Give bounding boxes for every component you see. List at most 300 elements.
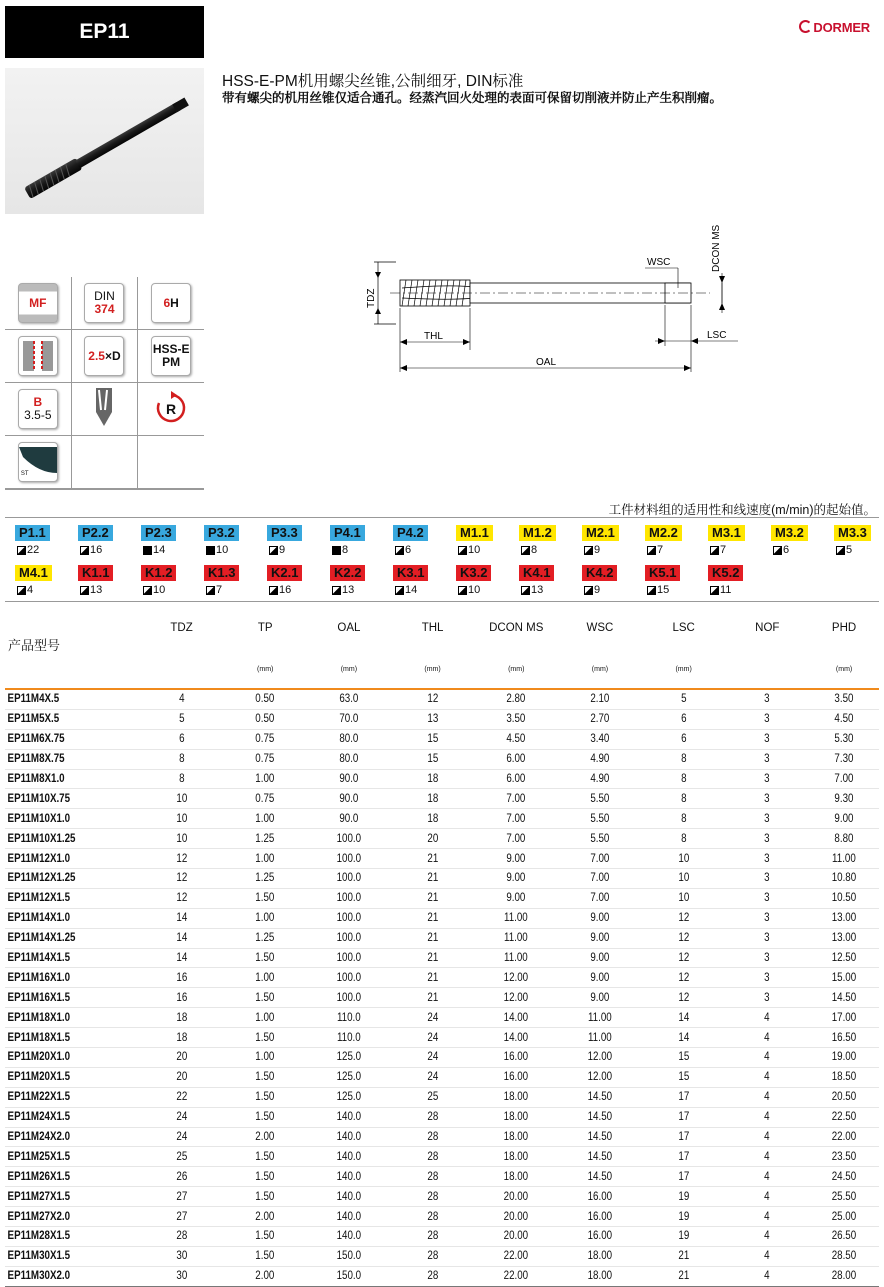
table-cell: 18.00	[564, 1246, 635, 1266]
material-k1-3	[194, 564, 254, 600]
product-code-cell: EP11M18X1.5	[5, 1028, 120, 1048]
product-code-cell: EP11M30X2.0	[5, 1266, 120, 1286]
table-cell: 11.00	[481, 908, 552, 928]
speed-text: 16	[90, 544, 103, 556]
metric-fine-label: MF	[29, 295, 47, 310]
material-code-badge: M1.2	[519, 525, 556, 541]
table-cell: 25	[146, 1147, 217, 1167]
icon-cell-empty-2	[138, 436, 204, 489]
table-cell: 0.75	[230, 729, 301, 749]
table-cell: 16.00	[481, 1048, 552, 1068]
material-code-badge: K5.1	[645, 565, 680, 581]
product-photo	[5, 68, 204, 214]
table-row	[5, 789, 879, 809]
table-row	[5, 829, 879, 849]
column-header: WSC	[586, 622, 614, 634]
table-cell: 7.00	[481, 809, 552, 829]
table-cell: 100.0	[313, 928, 384, 948]
table-cell: 1.00	[230, 769, 301, 789]
material-m2-2	[635, 524, 695, 560]
material-k5-2	[698, 564, 758, 600]
product-title: HSS-E-PM机用螺尖丝锥,公制细牙, DIN标准	[222, 73, 524, 90]
table-cell: 6.00	[481, 769, 552, 789]
table-cell: 4.90	[564, 769, 635, 789]
speed-value	[269, 582, 317, 598]
table-cell: 10	[648, 888, 719, 908]
table-cell: 15.00	[814, 968, 873, 988]
icon-cell-depth	[71, 330, 138, 383]
right-hand-rotation-icon	[152, 389, 190, 427]
table-cell: 4	[732, 1147, 803, 1167]
table-cell: 30	[146, 1246, 217, 1266]
table-cell: 4.50	[814, 709, 873, 729]
metric-fine-icon	[18, 283, 58, 323]
suitability-partial-icon	[395, 586, 404, 595]
table-cell: 1.25	[230, 829, 301, 849]
table-cell: 10	[146, 809, 217, 829]
dim-oal: OAL	[536, 357, 557, 368]
table-cell: 26	[146, 1167, 217, 1187]
table-cell: 4	[732, 1087, 803, 1107]
icon-cell-through-hole	[5, 330, 71, 383]
speed-value	[143, 582, 191, 598]
thread-depth-icon	[84, 336, 124, 376]
column-header: DCON MS	[489, 622, 544, 634]
table-cell: 4	[732, 1167, 803, 1187]
table-cell: 22.50	[814, 1107, 873, 1127]
material-code-badge: K4.1	[519, 565, 554, 581]
table-cell: 5	[648, 689, 719, 709]
through-hole-icon	[18, 336, 58, 376]
table-cell: 6.00	[481, 749, 552, 769]
suitability-partial-icon	[395, 546, 404, 555]
speed-text: 7	[216, 584, 223, 596]
material-m1-1	[446, 524, 506, 560]
table-cell: 2.00	[230, 1266, 301, 1286]
material-code-badge: M3.3	[834, 525, 871, 541]
tool-material-icon	[151, 336, 191, 376]
table-cell: 3	[732, 849, 803, 869]
table-cell: 125.0	[313, 1067, 384, 1087]
table-cell: 100.0	[313, 888, 384, 908]
through-hole-symbol	[23, 341, 53, 371]
suitability-partial-icon	[269, 546, 278, 555]
table-row	[5, 1227, 879, 1247]
table-cell: 1.50	[230, 1246, 301, 1266]
table-cell: 125.0	[313, 1087, 384, 1107]
table-cell: 9.00	[814, 809, 873, 829]
table-cell: 4	[732, 1008, 803, 1028]
speed-value	[773, 542, 821, 558]
material-p3-3	[257, 524, 317, 560]
table-cell: 16.00	[481, 1067, 552, 1087]
suitability-partial-icon	[17, 586, 26, 595]
table-cell: 28.00	[814, 1266, 873, 1286]
speed-value	[584, 542, 632, 558]
table-cell: 13.00	[814, 928, 873, 948]
table-cell: 140.0	[313, 1207, 384, 1227]
table-row	[5, 809, 879, 829]
suitability-partial-icon	[80, 586, 89, 595]
table-cell: 28	[397, 1147, 468, 1167]
table-cell: 12	[146, 869, 217, 889]
table-cell: 17	[648, 1087, 719, 1107]
table-cell: 140.0	[313, 1127, 384, 1147]
material-m1-2	[509, 524, 569, 560]
table-row	[5, 888, 879, 908]
table-cell: 1.25	[230, 869, 301, 889]
feature-icon-grid	[5, 277, 204, 489]
table-cell: 10	[648, 849, 719, 869]
table-cell: 125.0	[313, 1048, 384, 1068]
table-cell: 11.00	[481, 948, 552, 968]
product-code-cell: EP11M20X1.0	[5, 1048, 120, 1068]
table-cell: 25.00	[814, 1207, 873, 1227]
table-cell: 1.50	[230, 1227, 301, 1247]
table-cell: 26.50	[814, 1227, 873, 1247]
material-code-badge: M2.2	[645, 525, 682, 541]
table-row	[5, 749, 879, 769]
table-cell: 21	[397, 988, 468, 1008]
table-cell: 12	[648, 988, 719, 1008]
speed-text: 9	[594, 544, 601, 556]
spiral-point-symbol	[92, 388, 116, 426]
table-cell: 3	[732, 689, 803, 709]
material-code-badge: K2.2	[330, 565, 365, 581]
table-cell: 9.00	[564, 908, 635, 928]
suitability-partial-icon	[521, 586, 530, 595]
table-cell: 90.0	[313, 769, 384, 789]
table-cell: 63.0	[313, 689, 384, 709]
table-cell: 0.75	[230, 789, 301, 809]
speed-value	[206, 542, 254, 558]
table-cell: 1.50	[230, 988, 301, 1008]
table-cell: 19	[648, 1207, 719, 1227]
table-cell: 5.50	[564, 829, 635, 849]
dim-tdz: TDZ	[366, 288, 377, 308]
table-cell: 21	[648, 1266, 719, 1286]
speed-value	[332, 582, 380, 598]
table-cell: 3	[732, 928, 803, 948]
material-code-badge: K1.1	[78, 565, 113, 581]
table-cell: 2.70	[564, 709, 635, 729]
table-cell: 24	[397, 1048, 468, 1068]
table-cell: 2.10	[564, 689, 635, 709]
column-unit: (mm)	[307, 666, 391, 689]
table-cell: 28	[397, 1207, 468, 1227]
product-code-cell: EP11M14X1.25	[5, 928, 120, 948]
material-row-1	[5, 524, 879, 560]
table-row	[5, 1067, 879, 1087]
table-cell: 150.0	[313, 1246, 384, 1266]
product-code-cell: EP11M24X2.0	[5, 1127, 120, 1147]
suitability-partial-icon	[584, 586, 593, 595]
speed-value	[710, 542, 758, 558]
table-cell: 18.50	[814, 1067, 873, 1087]
depth-number: 2.5	[88, 348, 105, 363]
brand-name: DORMER	[813, 20, 870, 35]
table-cell: 19.00	[814, 1048, 873, 1068]
speed-text: 10	[468, 544, 481, 556]
table-cell: 12	[648, 968, 719, 988]
material-code-badge: P3.3	[267, 525, 302, 541]
table-cell: 19	[648, 1187, 719, 1207]
tolerance-class-icon	[151, 283, 191, 323]
table-cell: 4	[732, 1187, 803, 1207]
speed-text: 7	[720, 544, 727, 556]
product-code-cell: EP11M24X1.5	[5, 1107, 120, 1127]
brand-logo	[799, 20, 870, 35]
table-cell: 20	[397, 829, 468, 849]
speed-text: 8	[342, 544, 349, 556]
material-m3-2	[761, 524, 821, 560]
table-cell: 22	[146, 1087, 217, 1107]
table-cell: 16	[146, 968, 217, 988]
speed-text: 5	[846, 544, 853, 556]
material-code-badge: K5.2	[708, 565, 743, 581]
material-k5-1	[635, 564, 695, 600]
table-cell: 1.50	[230, 1067, 301, 1087]
table-row	[5, 1147, 879, 1167]
material-p4-1	[320, 524, 380, 560]
dim-thl: THL	[424, 331, 443, 342]
dim-dcon: DCON MS	[711, 224, 722, 272]
material-code-badge: P4.1	[330, 525, 365, 541]
table-row	[5, 1087, 879, 1107]
table-cell: 14.00	[481, 1008, 552, 1028]
table-cell: 5.30	[814, 729, 873, 749]
table-cell: 8	[648, 769, 719, 789]
table-cell: 14	[146, 948, 217, 968]
table-cell: 0.50	[230, 689, 301, 709]
speed-value	[395, 542, 443, 558]
table-cell: 28	[397, 1167, 468, 1187]
table-cell: 20.00	[481, 1187, 552, 1207]
table-cell: 15	[397, 749, 468, 769]
table-cell: 21	[397, 908, 468, 928]
product-code-cell: EP11M12X1.5	[5, 888, 120, 908]
table-cell: 100.0	[313, 849, 384, 869]
table-cell: 21	[397, 928, 468, 948]
material-k4-2	[572, 564, 632, 600]
table-row	[5, 1107, 879, 1127]
table-header-row	[5, 622, 879, 666]
table-cell: 18.00	[481, 1107, 552, 1127]
table-cell: 14.50	[564, 1107, 635, 1127]
table-row	[5, 1008, 879, 1028]
table-cell: 18	[146, 1008, 217, 1028]
table-cell: 0.75	[230, 749, 301, 769]
material-code-badge: P2.3	[141, 525, 176, 541]
table-cell: 3.50	[481, 709, 552, 729]
table-cell: 14.00	[481, 1028, 552, 1048]
table-cell: 24	[397, 1067, 468, 1087]
table-cell: 9.00	[481, 869, 552, 889]
table-cell: 22.00	[481, 1266, 552, 1286]
table-cell: 16	[146, 988, 217, 1008]
material-code-badge: M1.1	[456, 525, 493, 541]
table-cell: 14.50	[564, 1127, 635, 1147]
material-m3-3	[824, 524, 884, 560]
table-cell: 4	[146, 689, 217, 709]
table-row	[5, 729, 879, 749]
table-cell: 3	[732, 869, 803, 889]
product-code-cell: EP11M30X1.5	[5, 1246, 120, 1266]
table-cell: 9.30	[814, 789, 873, 809]
table-cell: 5.50	[564, 789, 635, 809]
table-cell: 15	[397, 729, 468, 749]
speed-text: 6	[405, 544, 412, 556]
speed-text: 11	[720, 584, 732, 596]
table-cell: 140.0	[313, 1167, 384, 1187]
table-cell: 28	[397, 1127, 468, 1147]
table-cell: 8	[146, 769, 217, 789]
speed-value	[521, 542, 569, 558]
product-code-cell: EP11M22X1.5	[5, 1087, 120, 1107]
table-cell: 80.0	[313, 749, 384, 769]
table-cell: 18.00	[481, 1127, 552, 1147]
product-code-cell: EP11M14X1.0	[5, 908, 120, 928]
table-cell: 24	[397, 1008, 468, 1028]
table-row	[5, 1048, 879, 1068]
table-row	[5, 1266, 879, 1286]
table-cell: 3	[732, 809, 803, 829]
speed-text: 15	[657, 584, 670, 596]
table-cell: 24	[146, 1107, 217, 1127]
table-row	[5, 1246, 879, 1266]
table-cell: 3.40	[564, 729, 635, 749]
speed-text: 10	[468, 584, 481, 596]
table-cell: 6	[648, 709, 719, 729]
table-cell: 3	[732, 729, 803, 749]
product-code-cell: EP11M5X.5	[5, 709, 120, 729]
table-cell: 21	[397, 948, 468, 968]
table-cell: 9.00	[481, 849, 552, 869]
table-cell: 3	[732, 709, 803, 729]
table-cell: 16.00	[564, 1227, 635, 1247]
column-unit: (mm)	[474, 666, 558, 689]
table-cell: 15	[648, 1048, 719, 1068]
table-row	[5, 908, 879, 928]
table-cell: 24.50	[814, 1167, 873, 1187]
table-cell: 4	[732, 1127, 803, 1147]
speed-value	[143, 542, 191, 558]
material-p2-3	[131, 524, 191, 560]
table-cell: 1.00	[230, 809, 301, 829]
table-cell: 8	[648, 809, 719, 829]
speed-value	[647, 582, 695, 598]
table-cell: 8.80	[814, 829, 873, 849]
table-cell: 7.00	[814, 769, 873, 789]
material-divider-top	[5, 517, 879, 518]
column-unit: (mm)	[223, 666, 307, 689]
table-cell: 13.00	[814, 908, 873, 928]
chamfer-letter: B	[33, 395, 43, 409]
product-code-cell: EP11M12X1.25	[5, 869, 120, 889]
speed-text: 9	[279, 544, 286, 556]
surface-label: ST	[20, 471, 29, 477]
table-cell: 14.50	[564, 1167, 635, 1187]
table-cell: 100.0	[313, 869, 384, 889]
table-cell: 14.50	[564, 1087, 635, 1107]
material-p3-2	[194, 524, 254, 560]
table-cell: 21	[397, 888, 468, 908]
column-unit	[5, 666, 140, 689]
table-cell: 14.50	[564, 1147, 635, 1167]
table-cell: 20	[146, 1048, 217, 1068]
product-code-cell: EP11M27X1.5	[5, 1187, 120, 1207]
column-unit	[725, 666, 809, 689]
brand-mark-icon	[799, 20, 812, 33]
icon-cell-chamfer	[5, 383, 71, 436]
table-cell: 3	[732, 968, 803, 988]
product-code-banner	[5, 6, 204, 58]
speed-text: 10	[153, 584, 166, 596]
suitability-full-icon	[206, 546, 215, 555]
table-row	[5, 1187, 879, 1207]
speed-text: 9	[594, 584, 601, 596]
table-cell: 14	[146, 928, 217, 948]
table-cell: 18.00	[564, 1266, 635, 1286]
table-cell: 100.0	[313, 968, 384, 988]
table-cell: 12.00	[564, 1067, 635, 1087]
table-cell: 18	[397, 809, 468, 829]
column-header: NOF	[755, 622, 780, 634]
table-cell: 3	[732, 988, 803, 1008]
suitability-partial-icon	[710, 586, 719, 595]
material-m3-1	[698, 524, 758, 560]
material-code-badge: M2.1	[582, 525, 619, 541]
tolerance-letter: H	[170, 295, 179, 310]
table-cell: 28	[397, 1266, 468, 1286]
table-cell: 3	[732, 888, 803, 908]
speed-text: 13	[90, 584, 103, 596]
table-cell: 4	[732, 1246, 803, 1266]
table-cell: 17	[648, 1127, 719, 1147]
table-row	[5, 1127, 879, 1147]
table-cell: 4	[732, 1028, 803, 1048]
table-cell: 9.00	[564, 988, 635, 1008]
product-code-cell: EP11M10X1.0	[5, 809, 120, 829]
table-row	[5, 709, 879, 729]
table-cell: 4	[732, 1207, 803, 1227]
dimension-diagram	[360, 210, 740, 380]
table-cell: 17	[648, 1147, 719, 1167]
table-cell: 14	[648, 1008, 719, 1028]
table-cell: 20	[146, 1067, 217, 1087]
column-unit: (mm)	[391, 666, 475, 689]
material-k3-1	[383, 564, 443, 600]
product-code-cell: EP11M16X1.0	[5, 968, 120, 988]
table-cell: 4.50	[481, 729, 552, 749]
table-cell: 28	[397, 1227, 468, 1247]
speed-value	[269, 542, 317, 558]
table-cell: 110.0	[313, 1028, 384, 1048]
icon-cell-empty-1	[71, 436, 138, 489]
material-p2-2	[68, 524, 128, 560]
table-cell: 24	[146, 1127, 217, 1147]
table-cell: 9.00	[564, 968, 635, 988]
material-divider-bottom	[5, 601, 879, 602]
suitability-partial-icon	[521, 546, 530, 555]
table-cell: 20.00	[481, 1227, 552, 1247]
table-cell: 23.50	[814, 1147, 873, 1167]
suitability-partial-icon	[17, 546, 26, 555]
table-cell: 7.00	[481, 789, 552, 809]
table-units-row	[5, 666, 879, 689]
icon-cell-mf	[5, 277, 71, 330]
table-cell: 12.00	[481, 988, 552, 1008]
